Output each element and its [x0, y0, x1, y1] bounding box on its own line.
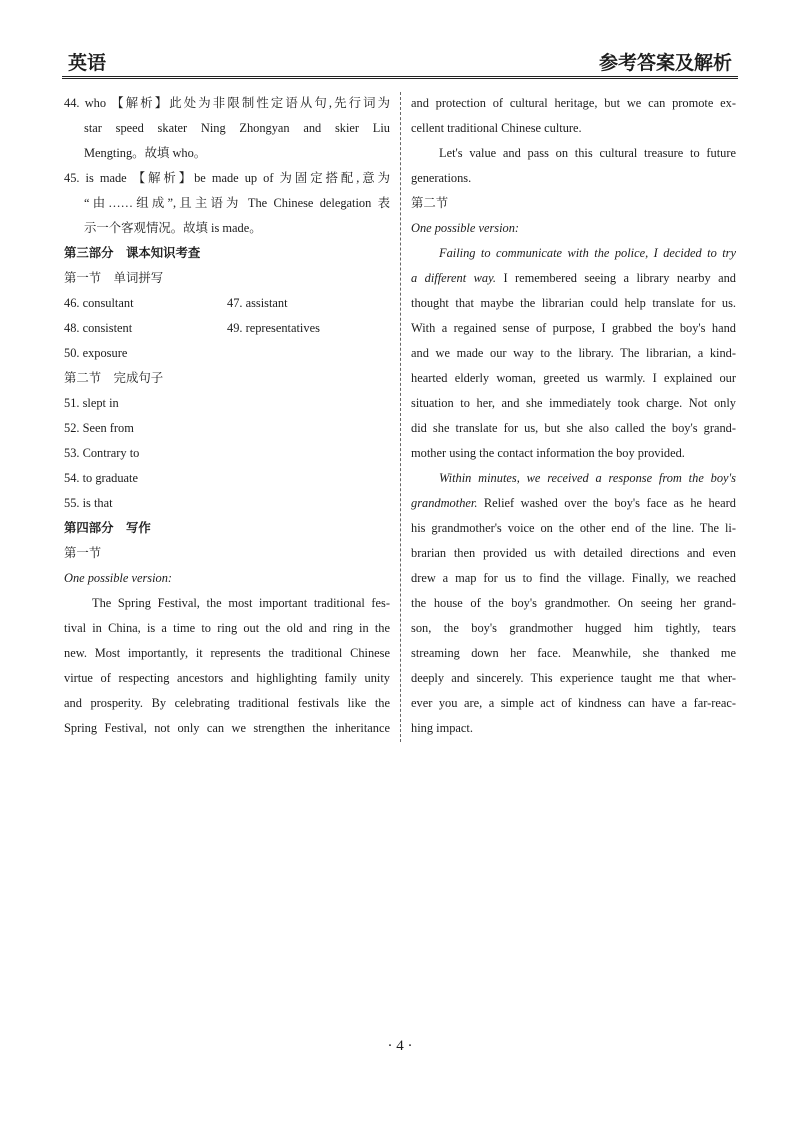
- essay-line: mother using the contact information the boy provided.: [411, 446, 685, 460]
- essay-line: and prosperity. By celebrating traditional festivals like the: [64, 696, 390, 710]
- essay-line: hing impact.: [411, 721, 473, 735]
- essay-line: With a regained sense of purpose, I grabbed the boy's hand: [411, 321, 736, 335]
- essay-line: streaming down her face. Meanwhile, she thanked me: [411, 646, 736, 660]
- q45-line: “由……组成”,且主语为 The Chinese delegation 表: [84, 196, 390, 210]
- essay-line: Let's value and pass on this cultural treasure to future: [439, 146, 736, 160]
- q44-line: Mengting。故填 who。: [84, 146, 207, 160]
- subject-label: 英语: [68, 53, 107, 74]
- essay-line: drew a map for us to find the village. Finally, we reached: [411, 571, 736, 585]
- answer-46: 46. consultant: [64, 296, 134, 310]
- answer-47: 47. assistant: [227, 296, 288, 310]
- essay-line: tival in China, is a time to ring out the old and ring in the: [64, 621, 390, 635]
- essay-line: generations.: [411, 171, 472, 185]
- part4-title: 第四部分 写作: [64, 521, 151, 535]
- essay-line: did she translate for us, but she also called the boy's grand-: [411, 421, 736, 435]
- essay-line: and protection of cultural heritage, but we can promote ex-: [411, 96, 736, 110]
- essay-line: [411, 491, 736, 516]
- answer-51: 51. slept in: [64, 396, 119, 410]
- essay-line: situation to her, and she immediately took charge. Not only: [411, 396, 736, 410]
- section1-title: 第一节 单词拼写: [64, 271, 164, 285]
- essay-line: hearted elderly woman, greeted us warmly. I explained our: [411, 371, 736, 385]
- answer-row: [64, 291, 390, 316]
- essay-line: the house of the boy's grandmother. On seeing her grand-: [411, 596, 736, 610]
- right-column: [411, 91, 736, 741]
- answer-53: 53. Contrary to: [64, 446, 140, 460]
- answer-54: 54. to graduate: [64, 471, 138, 485]
- essay-line: cellent traditional Chinese culture.: [411, 121, 582, 135]
- q45-line: 示一个客观情况。故填 is made。: [84, 221, 262, 235]
- essay-line: brarian then provided us with detailed directions and even: [411, 546, 736, 560]
- header-title: 参考答案及解析: [598, 53, 732, 74]
- essay-text: Relief washed over the boy's face as he heard: [477, 496, 736, 510]
- answer-52: 52. Seen from: [64, 421, 134, 435]
- essay-line: and we made our way to the library. The librarian, a kind-: [411, 346, 736, 360]
- section2-title: 第二节: [411, 196, 449, 210]
- essay-line: ever you are, a simple act of kindness can have a far-reac-: [411, 696, 736, 710]
- essay-italic-text: a different way.: [411, 271, 496, 285]
- part3-title: 第三部分 课本知识考查: [64, 246, 201, 260]
- essay-line: his grandmother's voice on the other end of the line. The li-: [411, 521, 736, 535]
- essay-line: Spring Festival, not only can we strengthen the inheritance: [64, 721, 390, 735]
- page-header: [62, 46, 738, 79]
- answer-49: 49. representatives: [227, 321, 320, 335]
- essay-line: Within minutes, we received a response from the boy's: [439, 471, 736, 485]
- answer-50: 50. exposure: [64, 346, 128, 360]
- essay-line: thought that maybe the librarian could help translate for us.: [411, 296, 736, 310]
- q45-line: 45. is made 【解析】be made up of 为固定搭配,意为: [64, 171, 390, 185]
- essay-line: new. Most importantly, it represents the traditional Chinese: [64, 646, 390, 660]
- version-label: One possible version:: [411, 221, 520, 235]
- q44-line: 44. who 【解析】此处为非限制性定语从句,先行词为: [64, 96, 390, 110]
- column-divider: [400, 92, 401, 742]
- page-number: · 4 ·: [387, 1038, 413, 1054]
- left-column: [64, 91, 390, 741]
- essay-line: [411, 266, 736, 291]
- part4-section1-title: 第一节: [64, 546, 102, 560]
- answer-row: [64, 316, 390, 341]
- essay-line: The Spring Festival, the most important traditional fes-: [92, 596, 390, 610]
- answer-48: 48. consistent: [64, 321, 133, 335]
- essay-text: I remembered seeing a library nearby and: [496, 271, 736, 285]
- essay-italic-text: grandmother.: [411, 496, 478, 510]
- version-label: One possible version:: [64, 571, 173, 585]
- essay-line: son, the boy's grandmother hugged him tightly, tears: [411, 621, 736, 635]
- section2-title: 第二节 完成句子: [64, 371, 164, 385]
- answer-55: 55. is that: [64, 496, 113, 510]
- essay-line: virtue of respecting ancestors and highlighting family unity: [64, 671, 390, 685]
- q44-line: star speed skater Ning Zhongyan and skier Liu: [84, 121, 390, 135]
- essay-line: deeply and sincerely. This experience taught me that wher-: [411, 671, 736, 685]
- essay-line: Failing to communicate with the police, I decided to try: [439, 246, 736, 260]
